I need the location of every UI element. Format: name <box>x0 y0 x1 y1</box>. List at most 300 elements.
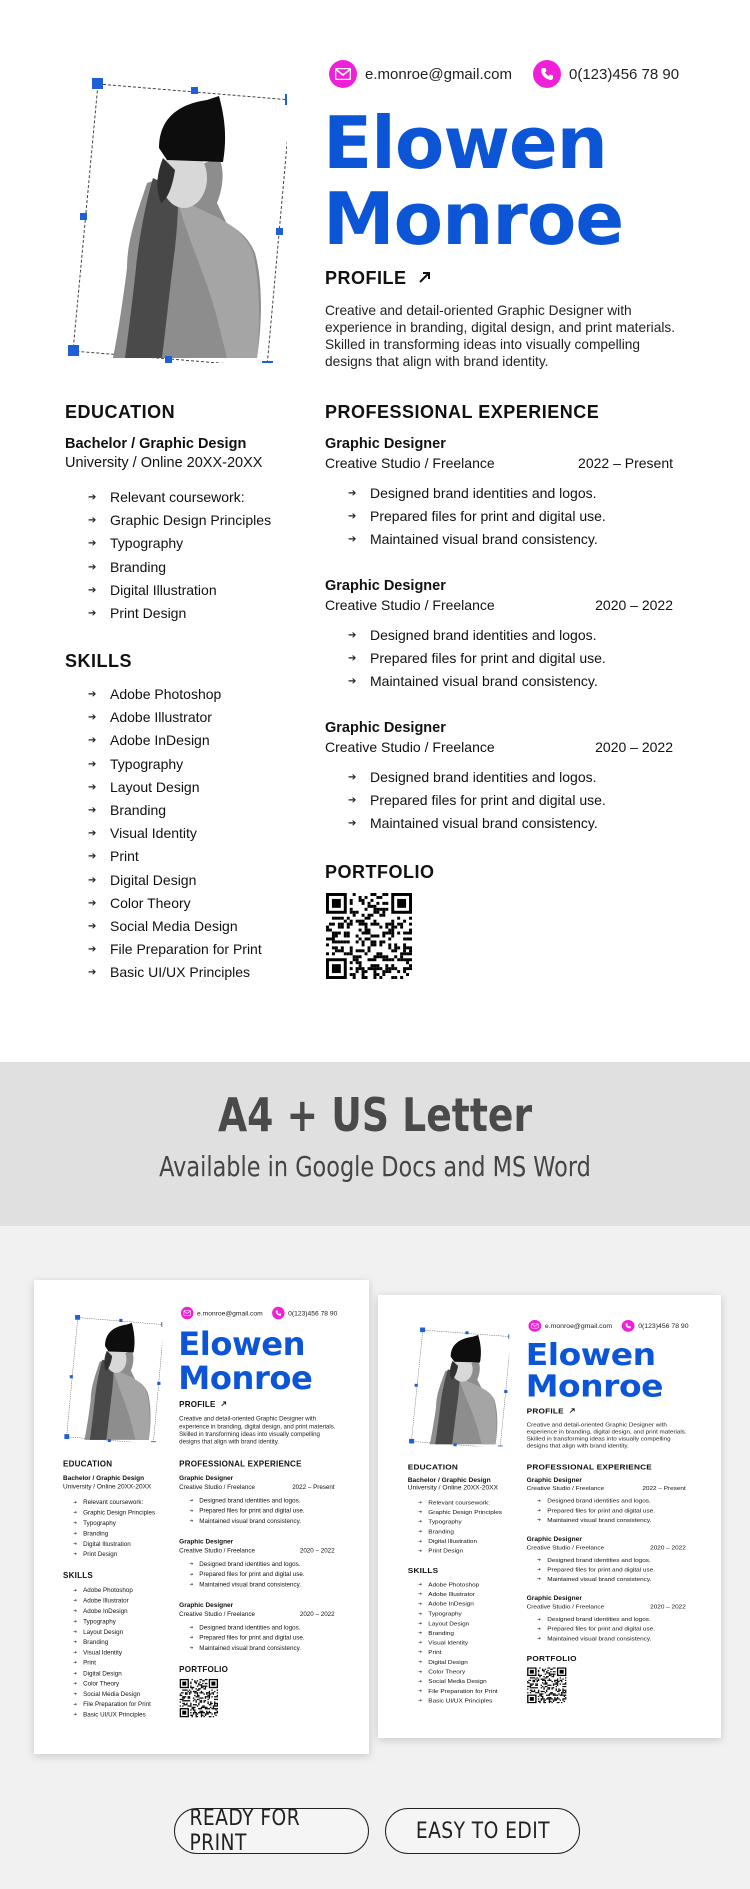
job-bullets <box>325 766 606 836</box>
bullet-arrow-icon: ➔ <box>418 1611 423 1616</box>
portfolio-heading: PORTFOLIO <box>526 1654 577 1663</box>
list-item-text: Layout Design <box>428 1619 470 1627</box>
bullet-arrow-icon: ➔ <box>418 1679 423 1684</box>
university: University / Online 20XX-20XX <box>63 1483 152 1491</box>
a4-preview[interactable] <box>34 1280 369 1754</box>
qr-code[interactable] <box>180 1679 218 1717</box>
bullet-arrow-icon: ➔ <box>418 1582 423 1587</box>
list-item-text: Relevant coursework: <box>110 489 245 505</box>
list-item-text: Prepared files for print and digital use. <box>547 1625 656 1633</box>
list-item-text: Relevant coursework: <box>83 1498 144 1506</box>
list-item-text: File Preparation for Print <box>83 1700 151 1708</box>
list-item-text: Color Theory <box>83 1679 120 1687</box>
list-item-text: Basic UI/UX Principles <box>428 1697 493 1704</box>
bullet-arrow-icon: ➔ <box>418 1659 423 1665</box>
job-dates: 2022 – Present <box>578 455 673 471</box>
bullet-arrow-icon: ➔ <box>73 1649 78 1655</box>
first-name: Elowen <box>178 1325 306 1363</box>
bullet-arrow-icon: ➔ <box>73 1680 78 1686</box>
list-item-text: Print Design <box>83 1550 118 1558</box>
job-title: Graphic Designer <box>526 1476 582 1484</box>
education-heading: EDUCATION <box>63 1459 113 1469</box>
bullet-arrow-icon: ➔ <box>73 1598 78 1604</box>
education-list <box>65 486 271 625</box>
skills-heading: SKILLS <box>65 651 133 671</box>
list-item <box>63 1497 155 1507</box>
skills-list <box>65 683 262 984</box>
list-item-text: Print Design <box>428 1547 464 1554</box>
bullet-arrow-icon: ➔ <box>73 1701 78 1707</box>
list-item <box>63 1637 151 1647</box>
job-bullets <box>325 624 606 694</box>
list-item-text: File Preparation for Print <box>428 1687 498 1695</box>
list-item-text: Graphic Design Principles <box>83 1508 156 1516</box>
arrow-icon <box>569 1408 575 1414</box>
job-bullets <box>527 1614 655 1643</box>
job-dates: 2020 – 2022 <box>299 1610 335 1618</box>
bullet-arrow-icon: ➔ <box>88 561 97 573</box>
job-title: Graphic Designer <box>526 1595 582 1602</box>
bullet-arrow-icon: ➔ <box>189 1582 194 1588</box>
list-item <box>179 1495 304 1505</box>
bullet-arrow-icon: ➔ <box>348 534 357 546</box>
full-name <box>526 1339 663 1402</box>
list-item <box>408 1507 502 1517</box>
list-item-text: Maintained visual brand consistency. <box>199 1580 302 1588</box>
bullet-arrow-icon: ➔ <box>73 1608 78 1614</box>
list-item-text: Prepared files for print and digital use. <box>370 650 606 667</box>
arrow-icon <box>221 1401 227 1407</box>
email-text: e.monroe@gmail.com <box>365 65 512 83</box>
list-item <box>65 729 262 752</box>
list-item <box>65 892 262 915</box>
banner-title: A4 + US Letter <box>217 1088 533 1142</box>
bullet-arrow-icon: ➔ <box>73 1587 78 1593</box>
skills-heading: SKILLS <box>407 1566 439 1575</box>
bullet-arrow-icon: ➔ <box>88 781 97 793</box>
job-bullets <box>179 1495 304 1526</box>
phone-contact <box>272 1307 337 1320</box>
list-item-text: Designed brand identities and logos. <box>199 1496 301 1504</box>
list-item-text: Prepared files for print and digital use. <box>370 508 606 525</box>
list-item-text: Designed brand identities and logos. <box>370 769 597 785</box>
list-item <box>325 505 606 528</box>
experience-heading: PROFESSIONAL EXPERIENCE <box>179 1459 302 1469</box>
list-item <box>65 509 271 532</box>
job-bullets <box>527 1496 655 1525</box>
bullet-arrow-icon: ➔ <box>418 1509 423 1515</box>
bullet-arrow-icon: ➔ <box>73 1629 78 1635</box>
list-item <box>63 1585 151 1595</box>
list-item-text: Adobe Photoshop <box>428 1581 480 1588</box>
profile-text: Creative and detail-oriented Graphic Designer with experience in branding, digital design, and print materials. Skilled in transforming ideas into visually compelling designs that align with brand identity. <box>526 1421 687 1449</box>
list-item-text: Digital Design <box>428 1658 468 1666</box>
bullet-arrow-icon: ➔ <box>537 1557 541 1563</box>
list-item <box>63 1658 151 1668</box>
bullet-arrow-icon: ➔ <box>537 1616 541 1622</box>
qr-code[interactable] <box>326 893 412 979</box>
bullet-arrow-icon: ➔ <box>88 874 97 886</box>
list-item <box>63 1528 155 1538</box>
list-item <box>65 556 271 579</box>
list-item <box>179 1506 304 1516</box>
list-item-text: Basic UI/UX Principles <box>83 1710 146 1718</box>
list-item <box>63 1595 151 1605</box>
banner-subtitle: Available in Google Docs and MS Word <box>159 1150 591 1183</box>
last-name: Monroe <box>178 1359 313 1397</box>
list-item-text: Visual Identity <box>83 1648 122 1656</box>
bullet-arrow-icon: ➔ <box>73 1499 78 1505</box>
list-item <box>408 1517 502 1527</box>
list-item-text: Typography <box>110 755 184 772</box>
list-item-text: Visual Identity <box>428 1639 469 1646</box>
bullet-arrow-icon: ➔ <box>537 1508 541 1513</box>
list-item <box>63 1549 155 1559</box>
bullet-arrow-icon: ➔ <box>537 1517 541 1523</box>
skills-heading: SKILLS <box>63 1570 93 1580</box>
job-title: Graphic Designer <box>179 1538 234 1546</box>
bullet-arrow-icon: ➔ <box>73 1551 78 1557</box>
list-item <box>325 647 606 670</box>
job-dates: 2022 – Present <box>642 1484 686 1492</box>
list-item <box>179 1579 304 1589</box>
list-item <box>325 670 606 693</box>
job-company: Creative Studio / Freelance <box>179 1610 255 1618</box>
degree: Bachelor / Graphic Design <box>65 436 247 452</box>
profile-text: Creative and detail-oriented Graphic Designer with experience in branding, digital design, and print materials. Skilled in transforming ideas into visually compelling designs that align with brand identity. <box>179 1415 336 1445</box>
list-item-text: Maintained visual brand consistency. <box>547 1635 652 1642</box>
list-item <box>408 1686 498 1696</box>
first-name: Elowen <box>323 101 607 185</box>
bullet-arrow-icon: ➔ <box>73 1712 78 1717</box>
list-item <box>408 1677 498 1687</box>
job-company: Creative Studio / Freelance <box>179 1483 255 1491</box>
list-item-text: Social Media Design <box>83 1690 141 1698</box>
list-item <box>63 1709 151 1719</box>
list-item-text: Digital Illustration <box>83 1539 131 1548</box>
list-item-text: Maintained visual brand consistency. <box>547 1575 652 1583</box>
list-item-text: Maintained visual brand consistency. <box>370 673 598 690</box>
bullet-arrow-icon: ➔ <box>88 897 97 909</box>
list-item <box>325 766 606 789</box>
bullet-arrow-icon: ➔ <box>73 1639 78 1645</box>
bullet-arrow-icon: ➔ <box>88 689 97 700</box>
list-item <box>179 1633 304 1643</box>
list-item <box>527 1624 655 1634</box>
list-item-text: Prepared files for print and digital use. <box>199 1507 305 1515</box>
list-item-text: Prepared files for print and digital use. <box>199 1570 305 1578</box>
list-item-text: Branding <box>428 1527 454 1535</box>
bullet-arrow-icon: ➔ <box>88 944 97 956</box>
profile-photo[interactable] <box>64 1315 162 1442</box>
job-company: Creative Studio / Freelance <box>526 1603 605 1610</box>
bullet-arrow-icon: ➔ <box>418 1601 423 1607</box>
bullet-arrow-icon: ➔ <box>88 920 97 932</box>
list-item <box>408 1599 498 1609</box>
list-item-text: Branding <box>428 1629 454 1637</box>
bullet-arrow-icon: ➔ <box>418 1519 423 1525</box>
job-bullets <box>179 1622 304 1653</box>
bullet-arrow-icon: ➔ <box>189 1497 194 1503</box>
list-item-text: Print Design <box>110 604 187 621</box>
job-company: Creative Studio / Freelance <box>325 597 495 613</box>
job-bullets <box>325 482 606 552</box>
list-item-text: Adobe Photoshop <box>110 686 222 702</box>
list-item <box>527 1614 655 1624</box>
portfolio-heading: PORTFOLIO <box>179 1665 229 1674</box>
bullet-arrow-icon: ➔ <box>348 818 357 830</box>
email-text: e.monroe@gmail.com <box>544 1322 613 1330</box>
job-dates: 2022 – Present <box>292 1483 335 1491</box>
bullet-arrow-icon: ➔ <box>418 1548 423 1554</box>
bullet-arrow-icon: ➔ <box>73 1691 78 1697</box>
job-meta <box>179 1547 334 1554</box>
list-item <box>408 1589 498 1599</box>
bullet-arrow-icon: ➔ <box>88 967 97 979</box>
list-item-text: Branding <box>110 558 167 575</box>
bullet-arrow-icon: ➔ <box>73 1670 78 1676</box>
list-item <box>408 1618 498 1628</box>
bullet-arrow-icon: ➔ <box>418 1688 423 1694</box>
list-item-text: Digital Illustration <box>110 581 217 598</box>
email-text: e.monroe@gmail.com <box>197 1309 263 1317</box>
list-item-text: Maintained visual brand consistency. <box>199 1517 302 1525</box>
bullet-arrow-icon: ➔ <box>73 1541 78 1547</box>
phone-text: 0(123)456 78 90 <box>569 65 680 83</box>
list-item <box>65 532 271 555</box>
bullet-arrow-icon: ➔ <box>418 1620 423 1626</box>
bullet-arrow-icon: ➔ <box>88 607 97 619</box>
list-item-text: Designed brand identities and logos. <box>370 485 597 501</box>
degree: Bachelor / Graphic Design <box>63 1474 145 1482</box>
list-item-text: Graphic Design Principles <box>110 512 272 529</box>
experience-heading: PROFESSIONAL EXPERIENCE <box>325 402 600 422</box>
phone-icon <box>622 1320 635 1332</box>
job-title: Graphic Designer <box>179 1474 234 1482</box>
list-item <box>63 1616 151 1626</box>
list-item-text: Basic UI/UX Principles <box>110 964 251 981</box>
job-title: Graphic Designer <box>325 720 446 736</box>
list-item <box>408 1667 498 1677</box>
list-item <box>325 812 606 835</box>
list-item <box>63 1518 155 1528</box>
full-name <box>178 1327 312 1395</box>
list-item-text: Adobe InDesign <box>110 732 210 749</box>
bullet-arrow-icon: ➔ <box>418 1591 423 1597</box>
list-item <box>325 528 606 551</box>
list-item-text: File Preparation for Print <box>110 941 262 958</box>
bullet-arrow-icon: ➔ <box>348 795 357 807</box>
job-company: Creative Studio / Freelance <box>526 1484 605 1492</box>
list-item <box>65 579 271 602</box>
list-item <box>179 1643 304 1653</box>
job-bullets <box>527 1555 655 1584</box>
bullet-arrow-icon: ➔ <box>537 1626 541 1632</box>
list-item <box>63 1627 151 1637</box>
profile-heading: PROFILE <box>325 268 432 289</box>
email-contact <box>181 1307 263 1320</box>
list-item <box>179 1622 304 1632</box>
list-item <box>63 1678 151 1688</box>
job-meta <box>325 739 673 755</box>
list-item <box>63 1647 151 1657</box>
bullet-arrow-icon: ➔ <box>348 488 357 499</box>
phone-text: 0(123)456 78 90 <box>288 1309 338 1317</box>
profile-text: Creative and detail-oriented Graphic Designer with experience in branding, digital design, and print materials. Skilled in transforming ideas into visually compelling designs that align with brand identity. <box>325 303 676 369</box>
bullet-arrow-icon: ➔ <box>189 1571 194 1577</box>
list-item-text: Typography <box>428 1518 462 1525</box>
bullet-arrow-icon: ➔ <box>418 1698 423 1703</box>
mail-icon <box>181 1307 194 1320</box>
bullet-arrow-icon: ➔ <box>88 712 97 724</box>
bullet-arrow-icon: ➔ <box>88 758 97 770</box>
bullet-arrow-icon: ➔ <box>418 1529 423 1534</box>
mail-icon <box>329 60 357 88</box>
list-item <box>65 822 262 845</box>
list-item <box>408 1628 498 1638</box>
list-item <box>527 1515 655 1525</box>
skills-list <box>63 1585 151 1720</box>
bullet-arrow-icon: ➔ <box>418 1669 423 1674</box>
list-item <box>65 486 271 509</box>
list-item <box>65 869 262 892</box>
list-item-text: Digital Design <box>110 871 197 888</box>
university: University / Online 20XX-20XX <box>65 455 263 471</box>
list-item-text: Prepared files for print and digital use. <box>547 1566 656 1573</box>
list-item <box>65 938 262 961</box>
easy-to-edit-badge: EASY TO EDIT <box>385 1808 580 1854</box>
list-item-text: Adobe InDesign <box>83 1607 128 1615</box>
list-item-text: Adobe Illustrator <box>428 1590 475 1598</box>
bullet-arrow-icon: ➔ <box>537 1577 541 1582</box>
ready-for-print-badge: READY FOR PRINT <box>174 1808 369 1854</box>
list-item <box>63 1689 151 1699</box>
bullet-arrow-icon: ➔ <box>537 1567 541 1572</box>
phone-text: 0(123)456 78 90 <box>638 1322 689 1330</box>
list-item <box>408 1498 502 1508</box>
bullet-arrow-icon: ➔ <box>88 735 97 747</box>
list-item-text: Color Theory <box>428 1668 466 1675</box>
bullet-arrow-icon: ➔ <box>418 1630 423 1636</box>
job-meta <box>527 1544 686 1551</box>
list-item-text: Prepared files for print and digital use. <box>199 1633 305 1642</box>
bullet-arrow-icon: ➔ <box>73 1510 78 1516</box>
list-item <box>527 1565 655 1575</box>
skills-list <box>408 1580 498 1706</box>
list-item <box>65 776 262 799</box>
list-item <box>65 915 262 938</box>
list-item-text: Print <box>428 1648 442 1656</box>
list-item-text: Designed brand identities and logos. <box>547 1497 651 1504</box>
list-item <box>65 961 262 984</box>
bullet-arrow-icon: ➔ <box>348 772 357 783</box>
list-item-text: Color Theory <box>110 894 191 911</box>
bullet-arrow-icon: ➔ <box>73 1520 78 1526</box>
list-item-text: Relevant coursework: <box>428 1498 490 1506</box>
job-dates: 2020 – 2022 <box>650 1543 686 1551</box>
list-item-text: Typography <box>83 1617 116 1625</box>
profile-photo[interactable] <box>409 1328 510 1447</box>
list-item-text: Prepared files for print and digital use. <box>547 1506 656 1514</box>
mini-resume <box>378 1295 721 1738</box>
list-item <box>325 789 606 812</box>
list-item-text: Maintained visual brand consistency. <box>370 531 598 548</box>
profile-heading: PROFILE <box>179 1400 227 1409</box>
bullet-arrow-icon: ➔ <box>73 1660 78 1666</box>
qr-code[interactable] <box>527 1667 566 1703</box>
portfolio-heading: PORTFOLIO <box>325 862 435 882</box>
full-name <box>323 101 624 261</box>
job-company: Creative Studio / Freelance <box>526 1543 605 1551</box>
list-item-text: Adobe Illustrator <box>110 709 212 726</box>
list-item-text: Designed brand identities and logos. <box>199 1560 301 1568</box>
list-item-text: Designed brand identities and logos. <box>547 1615 651 1623</box>
bullet-arrow-icon: ➔ <box>418 1538 423 1544</box>
job-title: Graphic Designer <box>325 436 446 452</box>
email-contact <box>528 1320 612 1332</box>
bullet-arrow-icon: ➔ <box>189 1518 194 1524</box>
list-item-text: Visual Identity <box>110 825 197 842</box>
job-meta <box>527 1485 686 1492</box>
mini-resume <box>34 1280 369 1754</box>
bullet-arrow-icon: ➔ <box>88 804 97 816</box>
bullet-arrow-icon: ➔ <box>537 1498 541 1504</box>
bullet-arrow-icon: ➔ <box>189 1624 194 1630</box>
job-dates: 2020 – 2022 <box>650 1603 686 1610</box>
bullet-arrow-icon: ➔ <box>418 1649 423 1655</box>
job-meta <box>179 1483 334 1490</box>
bullet-arrow-icon: ➔ <box>348 653 357 665</box>
bullet-arrow-icon: ➔ <box>73 1530 78 1536</box>
list-item <box>179 1516 304 1526</box>
bullet-arrow-icon: ➔ <box>537 1636 541 1641</box>
last-name: Monroe <box>323 177 624 261</box>
bullet-arrow-icon: ➔ <box>189 1561 194 1567</box>
us-letter-preview[interactable] <box>378 1295 721 1738</box>
list-item-text: Layout Design <box>83 1627 124 1636</box>
list-item-text: Typography <box>110 535 184 552</box>
job-title: Graphic Designer <box>526 1536 582 1543</box>
job-dates: 2020 – 2022 <box>595 597 673 613</box>
bullet-arrow-icon: ➔ <box>88 492 97 503</box>
job-meta <box>527 1603 686 1610</box>
list-item-text: Social Media Design <box>428 1677 487 1685</box>
bullet-arrow-icon: ➔ <box>189 1635 194 1641</box>
list-item <box>408 1638 498 1648</box>
job-title: Graphic Designer <box>325 578 446 594</box>
arrow-icon <box>418 270 432 284</box>
list-item <box>65 845 262 868</box>
bullet-arrow-icon: ➔ <box>348 676 357 688</box>
list-item-text: Layout Design <box>110 778 200 795</box>
list-item <box>63 1507 155 1517</box>
list-item-text: Designed brand identities and logos. <box>199 1623 301 1631</box>
list-item-text: Adobe Illustrator <box>83 1596 129 1604</box>
profile-photo[interactable] <box>67 78 287 363</box>
education-list <box>63 1497 155 1559</box>
list-item-text: Maintained visual brand consistency. <box>370 815 598 832</box>
list-item-text: Typography <box>83 1519 116 1527</box>
list-item <box>65 683 262 706</box>
list-item-text: Branding <box>83 1638 109 1646</box>
profile-heading: PROFILE <box>527 1407 576 1416</box>
bullet-arrow-icon: ➔ <box>189 1508 194 1514</box>
list-item-text: Adobe InDesign <box>428 1600 474 1608</box>
list-item-text: Prepared files for print and digital use. <box>370 792 606 809</box>
list-item-text: Branding <box>83 1529 109 1537</box>
list-item <box>325 624 606 647</box>
job-company: Creative Studio / Freelance <box>325 739 495 755</box>
